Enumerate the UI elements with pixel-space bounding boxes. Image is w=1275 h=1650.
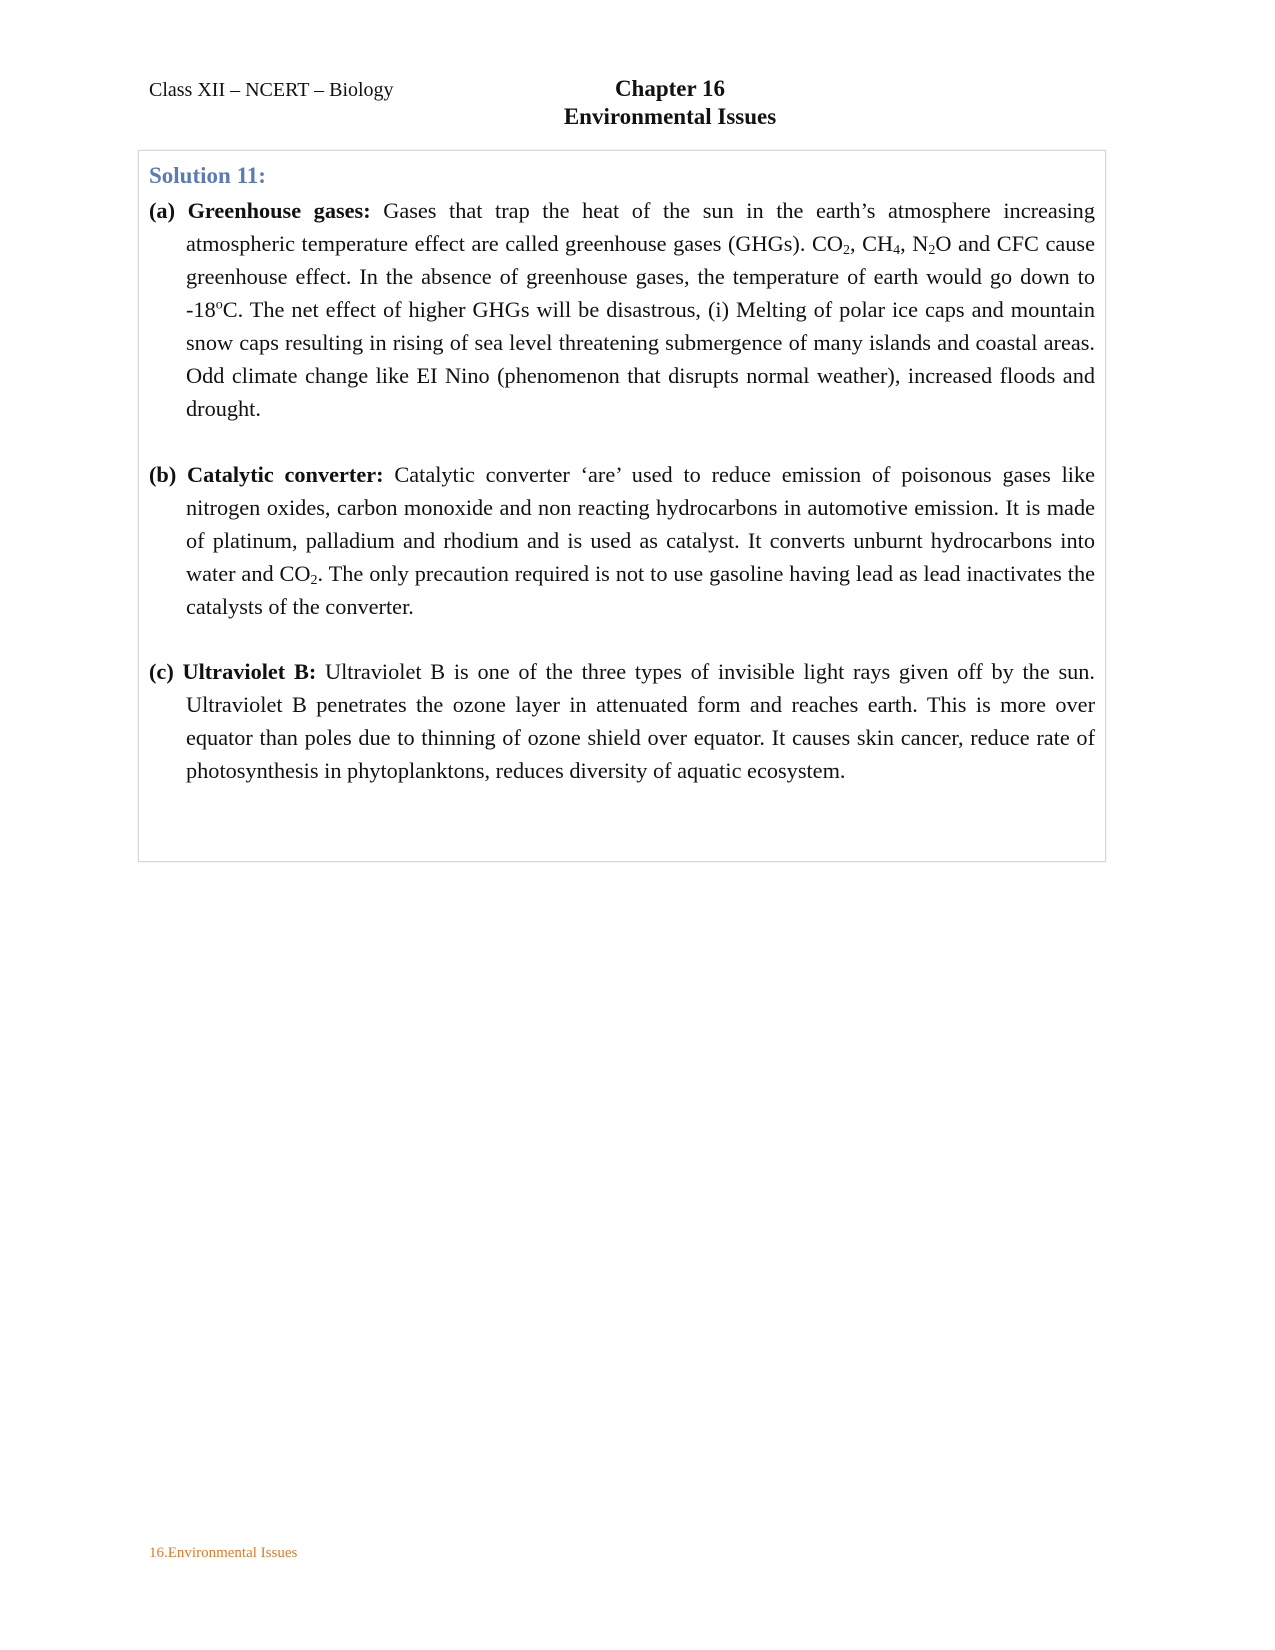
- answer-text: Gases that trap the heat of the sun in the earth’s atmosphere increasing atmospheric temperature effect are called greenhouse gases (GHGs). CO: [186, 198, 1095, 256]
- answer-label: (b) Catalytic converter:: [149, 462, 384, 487]
- answer-label: (c) Ultraviolet B:: [149, 659, 317, 684]
- subscript: 2: [310, 573, 318, 588]
- chapter-heading: [480, 75, 860, 131]
- answer-text: , CH: [849, 231, 894, 256]
- page-header-subject: Class XII – NCERT – Biology: [149, 79, 394, 101]
- answer-text: , N: [900, 231, 929, 256]
- answer-text: Ultraviolet B is one of the three types of invisible light rays given off by the sun. Ultraviolet B penetrates the ozone layer in attenuated form and reaches earth. This is more over equator than poles due to thinning of ozone shield over equator. It causes skin cancer, reduce rate of photosynthesis in phytoplanktons, reduces diversity of aquatic ecosystem.: [186, 659, 1095, 783]
- answer-item-b: [149, 458, 1095, 623]
- subscript: 4: [893, 243, 901, 258]
- superscript: o: [215, 297, 223, 313]
- subscript: 2: [928, 243, 936, 258]
- chapter-title: Environmental Issues: [563, 104, 777, 129]
- subscript: 2: [842, 243, 850, 258]
- answer-text: . The only precaution required is not to use gasoline having lead as lead inactivates the catalysts of the converter.: [186, 561, 1095, 619]
- answer-item-a: [149, 194, 1095, 425]
- answer-text: O and CFC cause greenhouse effect. In the absence of greenhouse gases, the temperature of earth would go down to -18: [186, 231, 1095, 322]
- answer-item-c: [149, 655, 1095, 787]
- page-footer: 16.Environmental Issues: [149, 1545, 298, 1561]
- answer-text: C. The net effect of higher GHGs will be disastrous, (i) Melting of polar ice caps and mountain snow caps resulting in rising of sea level threatening submergence of many islands and coastal areas. Odd climate change like EI Nino (phenomenon that disrupts normal weather), increased floods and drought.: [186, 297, 1095, 421]
- chapter-number: Chapter 16: [614, 76, 726, 101]
- solution-box: [138, 150, 1106, 862]
- solution-title: Solution 11:: [149, 163, 266, 188]
- answer-label: (a) Greenhouse gases:: [149, 198, 371, 223]
- answer-text: Catalytic converter ‘are’ used to reduce emission of poisonous gases like nitrogen oxides, carbon monoxide and non reacting hydrocarbons in automotive emission. It is made of platinum, palladium and rhodium and is used as catalyst. It converts unburnt hydrocarbons into water and CO: [186, 462, 1096, 586]
